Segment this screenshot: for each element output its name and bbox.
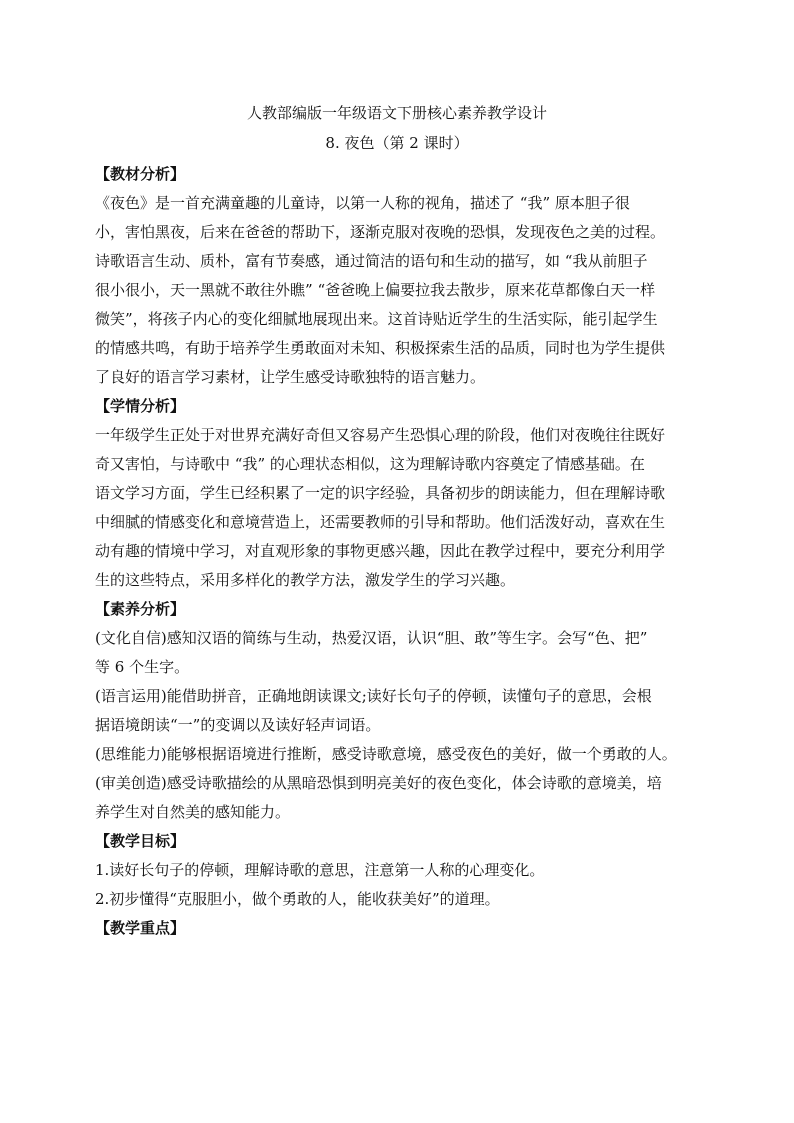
paragraph-line: 养学生对自然美的感知能力。 [95, 803, 291, 821]
section-heading-student-analysis: 【学情分析】 [95, 397, 186, 415]
lesson-title: 8. 夜色（第 2 课时） [325, 134, 469, 152]
paragraph-line: 的情感共鸣，有助于培养学生勇敢面对未知、积极探索生活的品质，同时也为学生提供 [95, 339, 666, 357]
section-heading-teaching-keypoints: 【教学重点】 [95, 919, 186, 937]
section-literacy-analysis [95, 624, 705, 827]
section-teaching-goals [95, 856, 705, 914]
paragraph-line: 语文学习方面，学生已经积累了一定的识字经验，具备初步的朗读能力，但在理解诗歌 [95, 484, 666, 502]
document-body [95, 160, 705, 943]
goal-item: 2.初步懂得“克服胆小，做个勇敢的人，能收获美好”的道理。 [95, 890, 500, 908]
section-student-analysis [95, 421, 705, 595]
paragraph-line: 小，害怕黑夜，后来在爸爸的帮助下，逐渐克服对夜晚的恐惧，发现夜色之美的过程。 [95, 223, 666, 241]
document-title: 人教部编版一年级语文下册核心素养教学设计 [246, 104, 547, 122]
paragraph-line: (审美创造)感受诗歌描绘的从黑暗恐惧到明亮美好的夜色变化，体会诗歌的意境美，培 [95, 774, 662, 792]
paragraph-line: (思维能力)能够根据语境进行推断，感受诗歌意境，感受夜色的美好，做一个勇敢的人。 [95, 745, 677, 763]
paragraph-line: 微笑”，将孩子内心的变化细腻地展现出来。这首诗贴近学生的生活实际，能引起学生 [95, 310, 658, 328]
paragraph-line: 《夜色》是一首充满童趣的儿童诗，以第一人称的视角，描述了 “我” 原本胆子很 [95, 194, 630, 212]
paragraph-line: (文化自信)感知汉语的简练与生动，热爱汉语，认识“胆、敢”等生字。会写“色、把” [95, 629, 648, 647]
paragraph-line: 很小很小，天一黑就不敢往外瞧” “爸爸晚上偏要拉我去散步，原来花草都像白天一样 [95, 281, 656, 299]
paragraph-line: 据语境朗读“一”的变调以及读好轻声词语。 [95, 716, 381, 734]
section-heading-textbook-analysis: 【教材分析】 [95, 165, 186, 183]
paragraph-line: 等 6 个生字。 [95, 658, 190, 676]
paragraph-line: 动有趣的情境中学习，对直观形象的事物更感兴趣，因此在教学过程中，要充分利用学 [95, 542, 666, 560]
paragraph-line: 奇又害怕，与诗歌中 “我” 的心理状态相似，这为理解诗歌内容奠定了情感基础。在 [95, 455, 645, 473]
paragraph-line: 了良好的语言学习素材，让学生感受诗歌独特的语言魅力。 [95, 368, 486, 386]
paragraph-line: (语言运用)能借助拼音，正确地朗读课文;读好长句子的停顿，读懂句子的意思，会根 [95, 687, 652, 705]
paragraph-line: 中细腻的情感变化和意境营造上，还需要教师的引导和帮助。他们活泼好动，喜欢在生 [95, 513, 666, 531]
section-heading-teaching-goals: 【教学目标】 [95, 832, 186, 850]
section-heading-literacy-analysis: 【素养分析】 [95, 600, 186, 618]
goal-item: 1.读好长句子的停顿，理解诗歌的意思，注意第一人称的心理变化。 [95, 861, 545, 879]
section-textbook-analysis [95, 189, 705, 392]
paragraph-line: 诗歌语言生动、质朴，富有节奏感，通过简洁的语句和生动的描写，如 “我从前胆子 [95, 252, 648, 270]
paragraph-line: 一年级学生正处于对世界充满好奇但又容易产生恐惧心理的阶段，他们对夜晚往往既好 [95, 426, 666, 444]
paragraph-line: 生的这些特点，采用多样化的教学方法，激发学生的学习兴趣。 [95, 571, 516, 589]
